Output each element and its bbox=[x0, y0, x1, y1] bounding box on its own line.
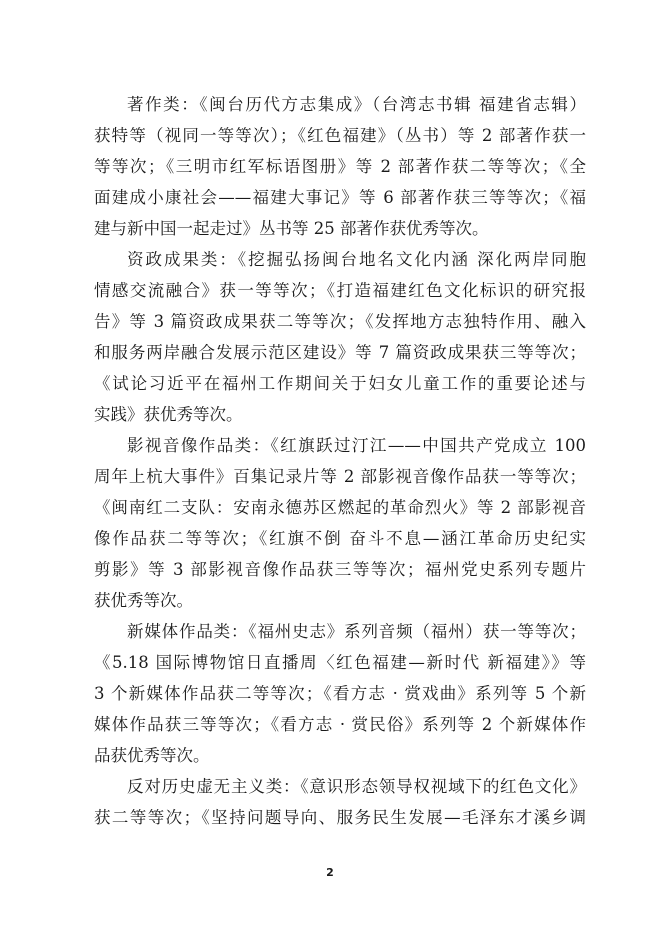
paragraph-video-line: 像作品获二等等次；《红旗不倒 奋斗不息—涵江革命历史纪实 bbox=[94, 529, 586, 548]
paragraph-anti-nihilism-line: 获二等等次；《坚持问题导向、服务民生发展—毛泽东才溪乡调 bbox=[94, 808, 586, 827]
paragraph-advisory-line: 实践》获优秀等次。 bbox=[94, 405, 243, 424]
paragraph-advisory-line: 告》等 3 篇资政成果获二等等次；《发挥地方志独特作用、融入 bbox=[94, 312, 586, 331]
paragraph-video-line: 影视音像作品类：《红旗跃过汀江——中国共产党成立 100 bbox=[127, 436, 586, 455]
paragraph-video-line: 剪影》等 3 部影视音像作品获三等等次；福州党史系列专题片 bbox=[94, 560, 586, 579]
paragraph-advisory-line: 情感交流融合》获一等等次；《打造福建红色文化标识的研究报 bbox=[94, 281, 586, 300]
paragraph-new-media-line: 媒体作品获三等等次；《看方志 · 赏民俗》系列等 2 个新媒体作 bbox=[94, 715, 586, 734]
paragraph-new-media-line: 《5.18 国际博物馆日直播周〈红色福建—新时代 新福建》》等 bbox=[94, 653, 586, 672]
paragraph-new-media-line: 新媒体作品类：《福州史志》系列音频（福州）获一等等次； bbox=[127, 622, 586, 641]
paragraph-works-line: 面建成小康社会——福建大事记》等 6 部著作获三等等次；《福 bbox=[94, 188, 586, 207]
paragraph-advisory-line: 和服务两岸融合发展示范区建设》等 7 篇资政成果获三等等次； bbox=[94, 343, 586, 362]
paragraph-video-line: 周年上杭大事件》百集记录片等 2 部影视音像作品获一等等次； bbox=[94, 467, 586, 486]
document-body bbox=[94, 89, 586, 833]
paragraph-new-media-line: 3 个新媒体作品获二等等次；《看方志 · 赏戏曲》系列等 5 个新 bbox=[94, 684, 586, 703]
paragraph-works-line: 著作类：《闽台历代方志集成》（台湾志书辑 福建省志辑） bbox=[127, 95, 586, 114]
paragraph-works-line: 等等次；《三明市红军标语图册》等 2 部著作获二等等次；《全 bbox=[94, 157, 586, 176]
page-number: 2 bbox=[326, 866, 334, 879]
paragraph-advisory-line: 资政成果类：《挖掘弘扬闽台地名文化内涵 深化两岸同胞 bbox=[127, 250, 586, 269]
paragraph-works-line: 建与新中国一起走过》丛书等 25 部著作获优秀等次。 bbox=[94, 219, 489, 238]
paragraph-video-line: 获优秀等次。 bbox=[94, 591, 193, 610]
paragraph-advisory-line: 《试论习近平在福州工作期间关于妇女儿童工作的重要论述与 bbox=[94, 374, 586, 393]
paragraph-video-line: 《闽南红二支队：安南永德苏区燃起的革命烈火》等 2 部影视音 bbox=[94, 498, 586, 517]
paragraph-anti-nihilism-line: 反对历史虚无主义类：《意识形态领导权视域下的红色文化》 bbox=[127, 777, 586, 796]
paragraph-works-line: 获特等（视同一等等次）；《红色福建》（丛书）等 2 部著作获一 bbox=[94, 126, 586, 145]
paragraph-new-media-line: 品获优秀等次。 bbox=[94, 746, 210, 765]
